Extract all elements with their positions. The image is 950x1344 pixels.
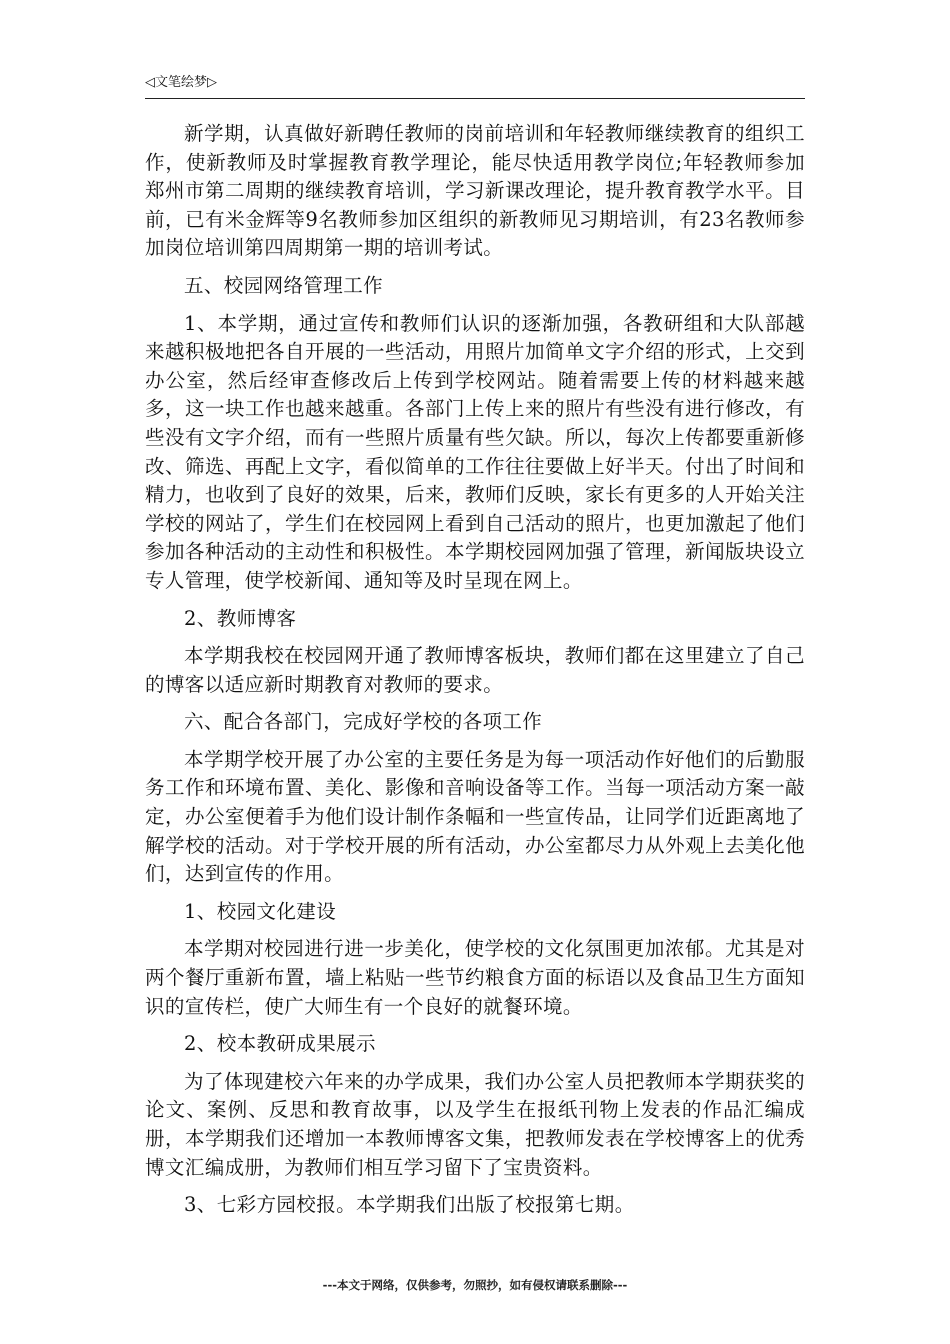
heading-research-results: 2、校本教研成果展示 <box>184 1032 376 1056</box>
paragraph-campus-culture: 本学期对校园进行进一步美化，使学校的文化氛围更加浓郁。尤其是对两个餐厅重新布置，墙上粘贴一些节约粮食方面的标语以及食品卫生方面知识的宣传栏，使广大师生有一个良好的就餐环境。 <box>145 937 805 1018</box>
heading-campus-culture: 1、校园文化建设 <box>184 899 337 923</box>
page-footer: ---本文于网络，仅供参考，勿照抄，如有侵权请联系删除--- <box>322 1278 628 1292</box>
paragraph-cooperation: 本学期学校开展了办公室的主要任务是为每一项活动作好他们的后勤服务工作和环境布置、美化、影像和音响设备等工作。当每一项活动方案一敲定，办公室便着手为他们设计制作条幅和一些宣传品，让同学们近距离地了解学校的活动。对于学校开展的所有活动，办公室都尽力从外观上去美化他们，达到宣传的作用。 <box>145 747 805 886</box>
heading-cooperation: 六、配合各部门，完成好学校的各项工作 <box>184 710 543 734</box>
header-title: 文笔绘梦 <box>155 75 208 90</box>
paragraph-teacher-blog: 本学期我校在校园网开通了教师博客板块，教师们都在这里建立了自己的博客以适应新时期教育对教师的要求。 <box>145 644 805 696</box>
paragraph-research-results: 为了体现建校六年来的办学成果，我们办公室人员把教师本学期获奖的论文、案例、反思和教育故事，以及学生在报纸刊物上发表的作品汇编成册，本学期我们还增加一本教师博客文集，把教师发表在学校博客上的优秀博文汇编成册，为教师们相互学习留下了宝贵资料。 <box>145 1069 805 1179</box>
page-header <box>145 72 805 99</box>
paragraph-teacher-training: 新学期，认真做好新聘任教师的岗前培训和年轻教师继续教育的组织工作，使新教师及时掌握教育教学理论，能尽快适用教学岗位;年轻教师参加郑州市第二周期的继续教育培训，学习新课改理论，提升教育教学水平。目前，已有米金辉等9名教师参加区组织的新教师见习期培训，有23名教师参加岗位培训第四周期第一期的培训考试。 <box>145 122 805 260</box>
left-triangle-icon: ◁ <box>145 75 155 90</box>
document-body <box>145 120 805 1229</box>
paragraph-website-upload: 1、本学期，通过宣传和教师们认识的逐渐加强，各教研组和大队部越来越积极地把各自开展的一些活动，用照片加简单文字介绍的形式，上交到办公室，然后经审查修改后上传到学校网站。随着需要上传的材料越来越多，这一块工作也越来越重。各部门上传上来的照片有些没有进行修改，有些没有文字介绍，而有一些照片质量有些欠缺。所以，每次上传都要重新修改、筛选、再配上文字，看似简单的工作往往要做上好半天。付出了时间和精力，也收到了良好的效果，后来，教师们反映，家长有更多的人开始关注学校的网站了，学生们在校园网上看到自己活动的照片，也更加激起了他们参加各种活动的主动性和积极性。本学期校园网加强了管理，新闻版块设立专人管理，使学校新闻、通知等及时呈现在网上。 <box>145 311 805 592</box>
header-title-group <box>145 74 217 92</box>
paragraph-school-newspaper: 3、七彩方园校报。本学期我们出版了校报第七期。 <box>184 1193 635 1217</box>
right-triangle-icon: ▷ <box>207 75 218 90</box>
heading-teacher-blog: 2、教师博客 <box>184 606 297 630</box>
heading-campus-network: 五、校园网络管理工作 <box>184 273 384 297</box>
